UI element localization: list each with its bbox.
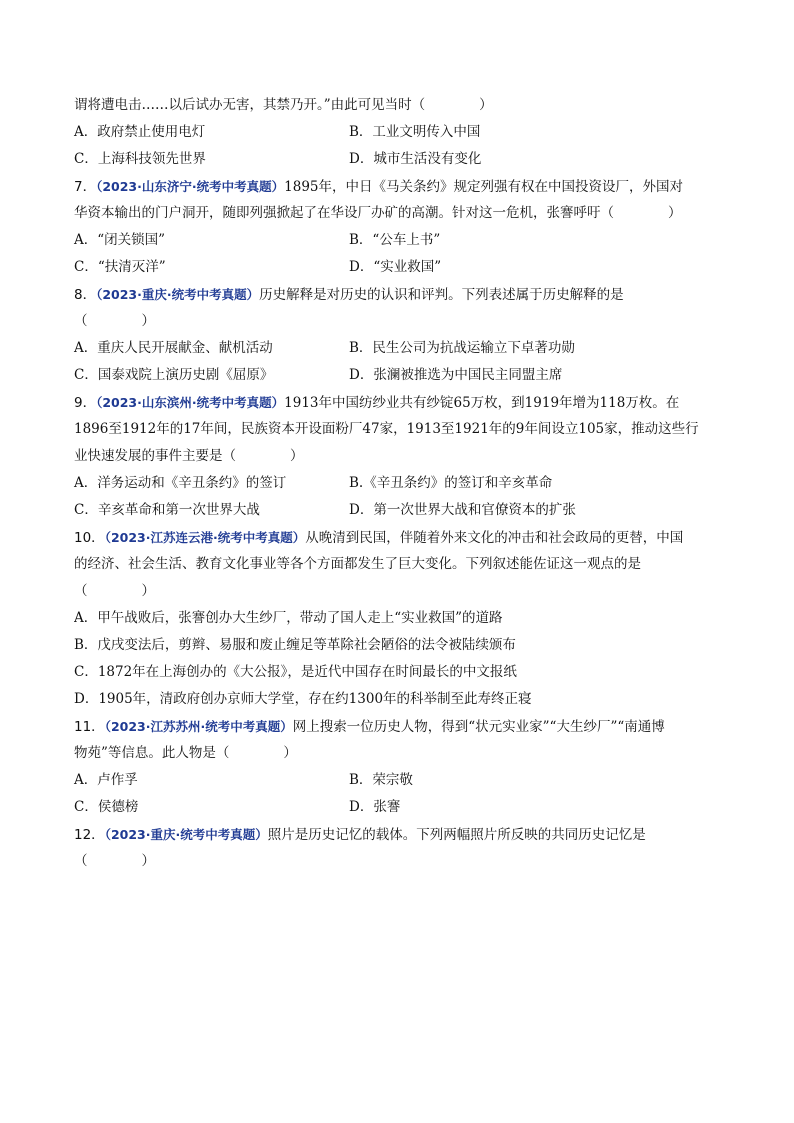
q8-number: 8．	[74, 287, 97, 303]
q10-stem-line-3: （ ）	[74, 583, 155, 599]
q9-option-d[interactable]: D．第一次世界大战和官僚资本的扩张	[349, 502, 576, 518]
q12-text-1: 照片是历史记忆的载体。下列两幅照片所反映的共同历史记忆是	[267, 827, 646, 843]
q8-option-a[interactable]: A．重庆人民开展献金、献机活动	[74, 340, 273, 356]
q11-source: （2023·江苏苏州·统考中考真题）	[104, 719, 293, 734]
q9-option-c[interactable]: C．辛亥革命和第一次世界大战	[74, 502, 260, 518]
q8-source: （2023·重庆·统考中考真题）	[96, 287, 260, 302]
q11-options-row-1	[74, 767, 724, 794]
q8-option-d[interactable]: D．张澜被推选为中国民主同盟主席	[349, 367, 563, 383]
q8-options-row-1	[74, 335, 724, 362]
q8-text-1: 历史解释是对历史的认识和评判。下列表述属于历史解释的是	[259, 287, 624, 303]
q7-option-c[interactable]: C．“扶清灭洋”	[74, 259, 166, 275]
q11-option-a[interactable]: A．卢作孚	[74, 772, 138, 788]
q7-options-row-1	[74, 227, 724, 254]
q11-stem-line-2: 物苑”等信息。此人物是（ ）	[74, 745, 297, 761]
document-page	[74, 92, 724, 875]
q9-stem-line-1	[74, 389, 724, 416]
q11-option-c[interactable]: C．侯德榜	[74, 799, 139, 815]
q12-source: （2023·重庆·统考中考真题）	[104, 827, 268, 842]
q10-source: （2023·江苏连云港·统考中考真题）	[104, 530, 306, 545]
q8-option-c[interactable]: C．国泰戏院上演历史剧《屈原》	[74, 367, 274, 383]
q7-stem-line-2: 华资本输出的门户洞开，随即列强掀起了在华设厂办矿的高潮。针对这一危机，张謇呼吁（ ）	[74, 205, 682, 221]
q7-stem-line-1	[74, 173, 724, 200]
q6-option-d[interactable]: D．城市生活没有变化	[349, 151, 482, 167]
q11-text-1: 网上搜索一位历史人物，得到“状元实业家”“大生纱厂”“南通博	[292, 719, 665, 735]
q10-number: 10．	[74, 530, 105, 546]
q9-option-b[interactable]: B.《辛丑条约》的签订和辛亥革命	[349, 475, 553, 491]
q9-option-a[interactable]: A．洋务运动和《辛丑条约》的签订	[74, 475, 287, 491]
q11-option-d[interactable]: D．张謇	[349, 799, 401, 815]
q7-text-1: 1895年，中日《马关条约》规定列强有权在中国投资设厂，外国对	[284, 179, 683, 195]
q9-options-row-2	[74, 497, 724, 524]
q8-options-row-2	[74, 362, 724, 389]
q7-option-a[interactable]: A．“闭关锁国”	[74, 232, 166, 248]
q9-text-1: 1913年中国纺纱业共有纱锭65万枚，到1919年增为118万枚。在	[284, 395, 680, 411]
q10-option-b[interactable]: B．戊戌变法后，剪辫、易服和废止缠足等革除社会陋俗的法令被陆续颁布	[74, 637, 516, 653]
q8-stem-line-2: （ ）	[74, 313, 155, 329]
q7-source: （2023·山东济宁·统考中考真题）	[96, 179, 285, 194]
q11-number: 11．	[74, 719, 105, 735]
q7-options-row-2	[74, 254, 724, 281]
q10-stem-line-2: 的经济、社会生活、教育文化事业等各个方面都发生了巨大变化。下列叙述能佐证这一观点的是	[74, 556, 641, 572]
q11-stem-line-1	[74, 713, 724, 740]
q10-option-d[interactable]: D．1905年，清政府创办京师大学堂，存在约1300年的科举制至此寿终正寝	[74, 691, 532, 707]
q12-number: 12．	[74, 827, 105, 843]
q12-stem-line-2: （ ）	[74, 853, 155, 869]
q9-stem-line-2: 1896至1912年的17年间，民族资本开设面粉厂47家，1913至1921年的9年间设立105家，推动这些行	[74, 421, 699, 437]
q8-stem-line-1	[74, 281, 724, 308]
q9-number: 9．	[74, 395, 97, 411]
q10-text-1: 从晚清到民国，伴随着外来文化的冲击和社会政局的更替，中国	[305, 530, 684, 546]
q12-stem-line-1	[74, 821, 724, 848]
q11-options-row-2	[74, 794, 724, 821]
q6-option-a[interactable]: A．政府禁止使用电灯	[74, 124, 206, 140]
q9-source: （2023·山东滨州·统考中考真题）	[96, 395, 285, 410]
q6-stem-continuation: 谓将遭电击……以后试办无害，其禁乃开。”由此可见当时（ ）	[74, 97, 493, 113]
q9-stem-line-3: 业快速发展的事件主要是（ ）	[74, 448, 304, 464]
q6-option-b[interactable]: B．工业文明传入中国	[349, 124, 481, 140]
q10-option-a[interactable]: A．甲午战败后，张謇创办大生纱厂，带动了国人走上“实业救国”的道路	[74, 610, 503, 626]
q6-option-c[interactable]: C．上海科技领先世界	[74, 151, 206, 167]
q11-option-b[interactable]: B．荣宗敬	[349, 772, 413, 788]
q7-option-b[interactable]: B．“公车上书”	[349, 232, 441, 248]
q6-options-row-2	[74, 146, 724, 173]
q9-options-row-1	[74, 470, 724, 497]
q8-option-b[interactable]: B．民生公司为抗战运输立下卓著功勋	[349, 340, 575, 356]
q7-number: 7．	[74, 179, 97, 195]
q10-option-c[interactable]: C．1872年在上海创办的《大公报》，是近代中国存在时间最长的中文报纸	[74, 664, 517, 680]
q7-option-d[interactable]: D．“实业救国”	[349, 259, 442, 275]
q10-stem-line-1	[74, 524, 724, 551]
q6-options-row-1	[74, 119, 724, 146]
